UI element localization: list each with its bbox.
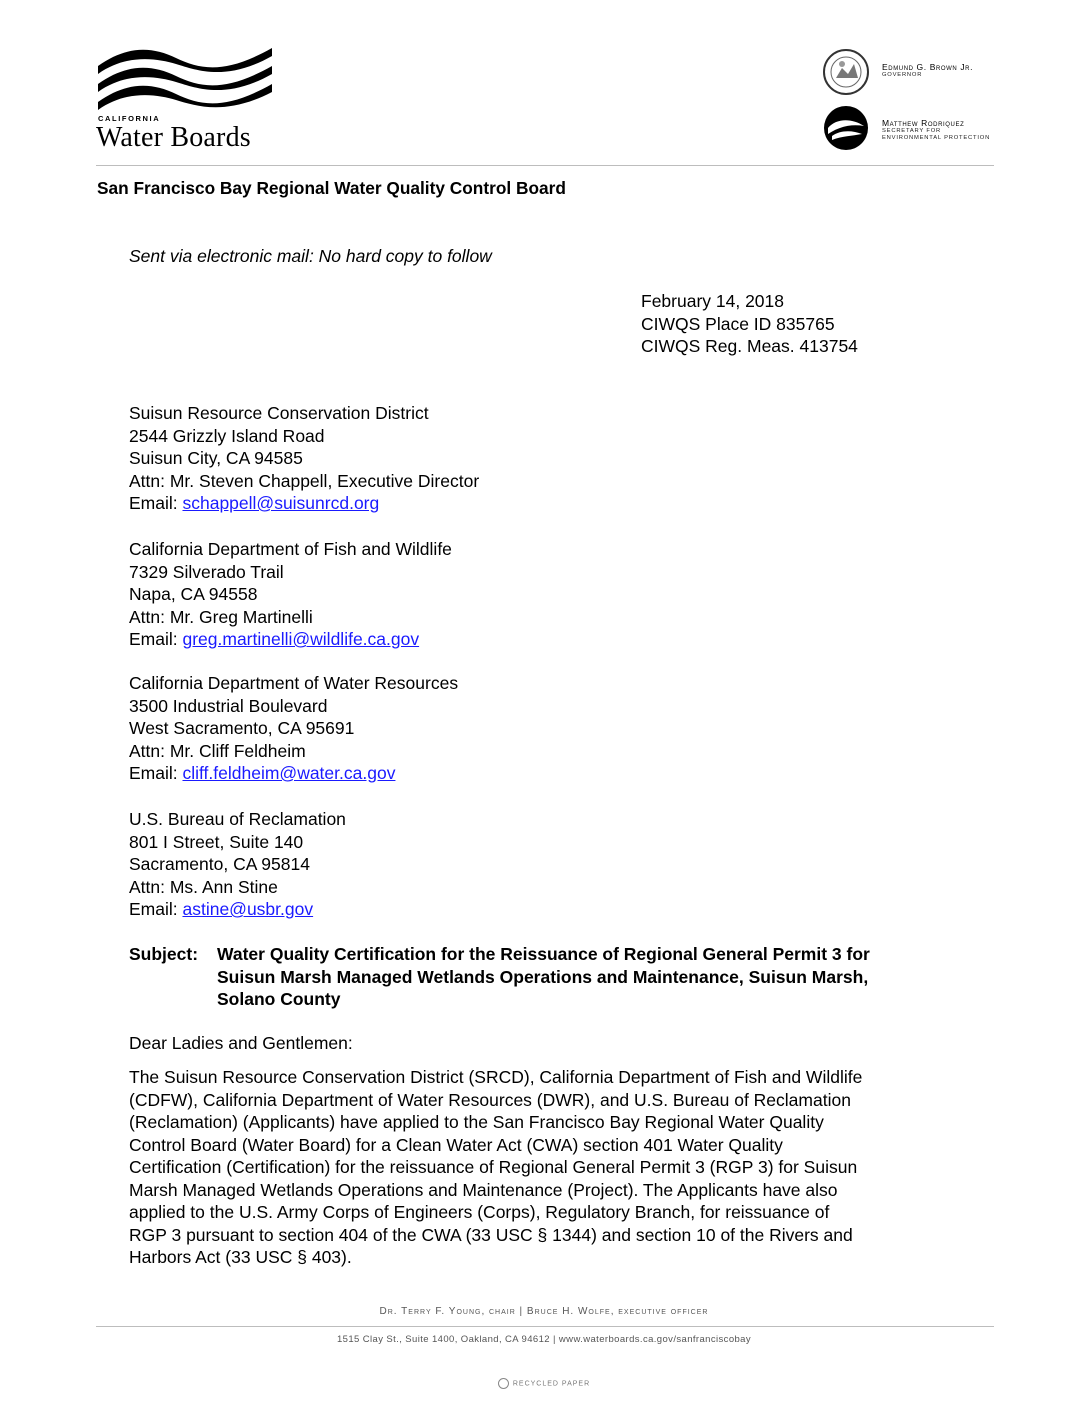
state-seal-icon bbox=[822, 48, 870, 96]
logo-caption: CALIFORNIA bbox=[98, 114, 161, 123]
governor-role: GOVERNOR bbox=[882, 72, 923, 78]
recycle-icon bbox=[498, 1378, 509, 1389]
secretary-role: SECRETARY FOR ENVIRONMENTAL PROTECTION bbox=[882, 128, 991, 141]
header-divider bbox=[96, 165, 994, 166]
official-secretary bbox=[822, 104, 1022, 154]
footer-divider bbox=[96, 1326, 994, 1327]
logo-name: Water Boards bbox=[96, 122, 251, 153]
email-link[interactable]: greg.martinelli@wildlife.ca.gov bbox=[182, 629, 420, 649]
letter-date: February 14, 2018 bbox=[641, 291, 785, 311]
wave-icon bbox=[96, 44, 286, 116]
recipient-address: U.S. Bureau of Reclamation 801 I Street, Suite 140 Sacramento, CA 95814 Attn: Ms. Ann Stine Email: astine@usbr.gov bbox=[129, 809, 346, 919]
recipient-address: Suisun Resource Conservation District 2544 Grizzly Island Road Suisun City, CA 94585 Attn: Mr. Steven Chappell, Executive Director Email: schappell@suisunrcd.org bbox=[129, 403, 480, 513]
board-title: San Francisco Bay Regional Water Quality Control Board bbox=[97, 178, 566, 198]
email-link[interactable]: astine@usbr.gov bbox=[182, 899, 314, 919]
official-governor bbox=[822, 48, 1022, 98]
recipient-address: California Department of Fish and Wildlife 7329 Silverado Trail Napa, CA 94558 Attn: Mr. Greg Martinelli Email: greg.martinelli@wildlife.ca.gov bbox=[129, 539, 452, 649]
governor-name: Edmund G. Brown Jr. bbox=[882, 62, 974, 72]
subject-label: Subject: bbox=[129, 944, 199, 964]
footer-officers: Dr. Terry F. Young, chair | Bruce H. Wolfe, executive officer bbox=[379, 1306, 709, 1317]
sent-via-note: Sent via electronic mail: No hard copy to follow bbox=[129, 246, 492, 266]
subject-text: Water Quality Certification for the Reissuance of Regional General Permit 3 for Suisun Marsh Managed Wetlands Operations and Maintenance, Suisun Marsh, Solano County bbox=[217, 944, 870, 1009]
date-block bbox=[641, 290, 858, 358]
water-boards-logo bbox=[96, 44, 286, 154]
recipient-address: California Department of Water Resources 3500 Industrial Boulevard West Sacramento, CA 95691 Attn: Mr. Cliff Feldheim Email: cliff.feldheim@water.ca.gov bbox=[129, 673, 459, 783]
salutation: Dear Ladies and Gentlemen: bbox=[129, 1033, 353, 1053]
email-link[interactable]: schappell@suisunrcd.org bbox=[182, 493, 380, 513]
email-link[interactable]: cliff.feldheim@water.ca.gov bbox=[182, 763, 396, 783]
ciwqs-reg-meas: CIWQS Reg. Meas. 413754 bbox=[641, 336, 858, 356]
ciwqs-place-id: CIWQS Place ID 835765 bbox=[641, 313, 835, 334]
footer-address: 1515 Clay St., Suite 1400, Oakland, CA 94612 | www.waterboards.ca.gov/sanfranciscobay bbox=[336, 1334, 752, 1345]
officials-block bbox=[822, 48, 1022, 154]
secretary-name: Matthew Rodriquez bbox=[882, 118, 965, 128]
calepa-logo-icon bbox=[822, 104, 870, 152]
body-paragraph: The Suisun Resource Conservation District (SRCD), California Department of Fish and Wildlife (CDFW), California Department of Water Resources (DWR), and U.S. Bureau of Reclamation (Reclamation) (Applicants) have applied to the San Francisco Bay Regional Water Quality Control Board (Water Board) for a Clean Water Act (CWA) section 401 Water Quality Certification (Certification) for the reissuance of Regional General Permit 3 (RGP 3) for Suisun Marsh Managed Wetlands Operations and Maintenance (Project). The Applicants have also applied to the U.S. Army Corps of Engineers (Corps), Regulatory Branch, for reissuance of RGP 3 pursuant to section 404 of the CWA (33 USC § 1344) and section 10 of the Rivers and Harbors Act (33 USC § 403). bbox=[129, 1067, 863, 1267]
recycled-paper-note: RECYCLED PAPER bbox=[0, 1378, 1088, 1389]
